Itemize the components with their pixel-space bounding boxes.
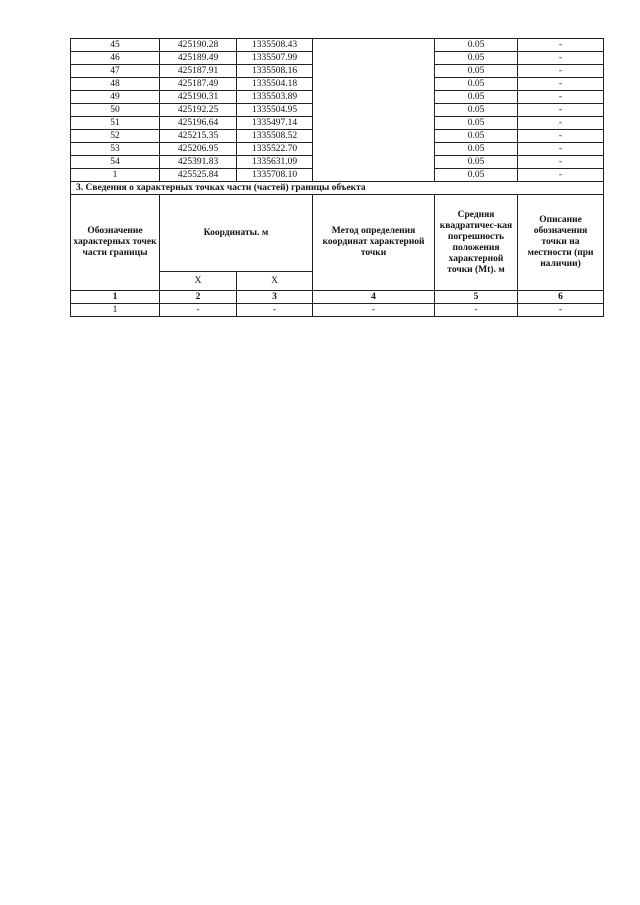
cell-x: 425187.49 xyxy=(160,78,237,91)
cell-x: 425206.95 xyxy=(160,143,237,156)
cell-desc: - xyxy=(518,52,604,65)
cell-y: 1335504.95 xyxy=(237,104,313,117)
header-desc: Описание обозначения точки на местности (при наличии) xyxy=(518,195,604,291)
cell-accuracy: 0.05 xyxy=(435,104,518,117)
col-number: 2 xyxy=(160,291,237,304)
cell-y: 1335503.89 xyxy=(237,91,313,104)
cell-point: 47 xyxy=(71,65,160,78)
header-coords: Координаты. м xyxy=(160,195,313,272)
column-numbers-row xyxy=(71,291,604,304)
cell-point: 53 xyxy=(71,143,160,156)
cell-accuracy: 0.05 xyxy=(435,156,518,169)
col-number: 4 xyxy=(313,291,435,304)
cell-x: 425525.84 xyxy=(160,169,237,182)
cell-desc: - xyxy=(518,117,604,130)
cell-accuracy: 0.05 xyxy=(435,130,518,143)
table-row xyxy=(71,304,604,317)
cell-method-merged xyxy=(313,39,435,182)
coordinates-table xyxy=(70,38,604,317)
cell-accuracy: 0.05 xyxy=(435,117,518,130)
cell-point: 54 xyxy=(71,156,160,169)
cell-x: 425391.83 xyxy=(160,156,237,169)
section-3-title-row xyxy=(71,182,604,195)
cell-desc: - xyxy=(518,130,604,143)
header-x: X xyxy=(160,272,237,291)
cell-y: 1335497.14 xyxy=(237,117,313,130)
cell-x: 425215.35 xyxy=(160,130,237,143)
table-row xyxy=(71,39,604,52)
cell-y: 1335522.70 xyxy=(237,143,313,156)
cell-accuracy: 0.05 xyxy=(435,78,518,91)
cell-point: 1 xyxy=(71,304,160,317)
cell-desc: - xyxy=(518,104,604,117)
cell-point: 50 xyxy=(71,104,160,117)
cell-accuracy: 0.05 xyxy=(435,91,518,104)
cell-y: 1335508.16 xyxy=(237,65,313,78)
col-number: 3 xyxy=(237,291,313,304)
cell-point: 45 xyxy=(71,39,160,52)
cell-desc: - xyxy=(518,39,604,52)
col-number: 6 xyxy=(518,291,604,304)
cell-desc: - xyxy=(518,169,604,182)
cell-x: 425196.64 xyxy=(160,117,237,130)
cell-desc: - xyxy=(518,304,604,317)
cell-desc: - xyxy=(518,143,604,156)
cell-accuracy: 0.05 xyxy=(435,39,518,52)
cell-x: 425190.31 xyxy=(160,91,237,104)
col-number: 5 xyxy=(435,291,518,304)
cell-accuracy: 0.05 xyxy=(435,65,518,78)
cell-desc: - xyxy=(518,156,604,169)
cell-y: - xyxy=(237,304,313,317)
section-3-header-row xyxy=(71,195,604,272)
cell-accuracy: - xyxy=(435,304,518,317)
cell-x: 425187.91 xyxy=(160,65,237,78)
cell-x: 425192.25 xyxy=(160,104,237,117)
header-y: X xyxy=(237,272,313,291)
cell-accuracy: 0.05 xyxy=(435,52,518,65)
cell-y: 1335508.43 xyxy=(237,39,313,52)
header-method: Метод определения координат характерной точки xyxy=(313,195,435,291)
header-point: Обозначение характерных точек части границы xyxy=(71,195,160,291)
cell-desc: - xyxy=(518,91,604,104)
cell-y: 1335504.18 xyxy=(237,78,313,91)
cell-x: 425189.49 xyxy=(160,52,237,65)
col-number: 1 xyxy=(71,291,160,304)
cell-desc: - xyxy=(518,78,604,91)
cell-point: 52 xyxy=(71,130,160,143)
cell-x: - xyxy=(160,304,237,317)
cell-accuracy: 0.05 xyxy=(435,143,518,156)
cell-desc: - xyxy=(518,65,604,78)
cell-point: 46 xyxy=(71,52,160,65)
cell-method: - xyxy=(313,304,435,317)
cell-x: 425190.28 xyxy=(160,39,237,52)
cell-y: 1335507.99 xyxy=(237,52,313,65)
cell-point: 51 xyxy=(71,117,160,130)
cell-point: 48 xyxy=(71,78,160,91)
cell-y: 1335631.09 xyxy=(237,156,313,169)
section-3-title: 3. Сведения о характерных точках части (частей) границы объекта xyxy=(71,182,604,195)
cell-y: 1335708.10 xyxy=(237,169,313,182)
cell-point: 49 xyxy=(71,91,160,104)
cell-point: 1 xyxy=(71,169,160,182)
document-page xyxy=(70,38,603,317)
cell-accuracy: 0.05 xyxy=(435,169,518,182)
cell-y: 1335508.52 xyxy=(237,130,313,143)
header-accuracy: Средняя квадратичес-кая погрешность положения характерной точки (Mt). м xyxy=(435,195,518,291)
